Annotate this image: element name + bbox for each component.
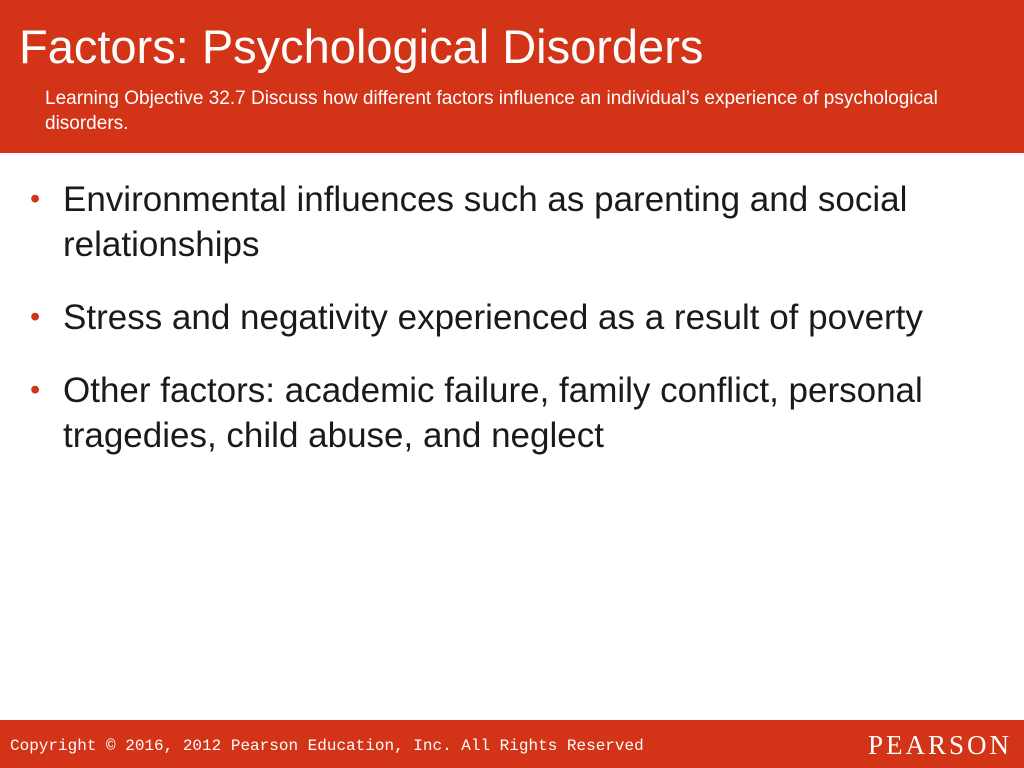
learning-objective: Learning Objective 32.7 Discuss how different factors influence an individual’s experience of psychological disorders. [45,88,938,134]
bullet-item [30,295,970,340]
copyright-notice: Copyright © 2016, 2012 Pearson Education, Inc. All Rights Reserved [10,737,644,755]
bullet-icon: • [30,183,41,215]
bullet-text: Stress and negativity experienced as a result of poverty [63,298,923,337]
bullet-item [30,177,970,267]
bullet-text: Other factors: academic failure, family conflict, personal tragedies, child abuse, and neglect [63,371,923,455]
bullet-icon: • [30,374,41,406]
pearson-logo: PEARSON [867,730,1012,760]
bullet-icon: • [30,301,41,333]
bullet-text: Environmental influences such as parenting and social relationships [63,180,908,264]
bullet-list [30,177,970,486]
footer-bar [0,720,1024,768]
slide-title: Factors: Psychological Disorders [19,20,704,73]
bullet-item [30,368,970,458]
title-banner [0,0,1024,153]
